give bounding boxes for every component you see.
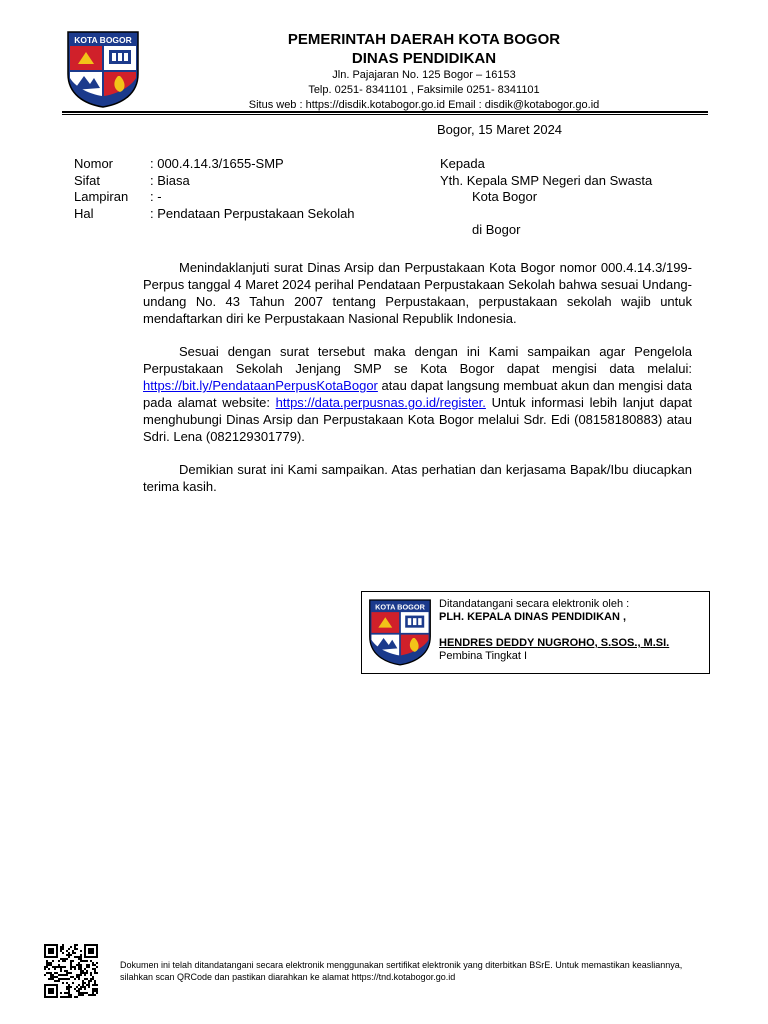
signer-name: HENDRES DEDDY NUGROHO, S.SOS., M.SI.	[439, 637, 670, 649]
meta-key: Sifat	[74, 172, 101, 188]
meta-value: : 000.4.14.3/1655-SMP	[150, 156, 284, 171]
meta-row-nature	[74, 173, 355, 190]
letter-meta	[74, 156, 355, 222]
header-rule	[62, 111, 708, 113]
recipient-to: Kepada	[440, 156, 485, 171]
body-text: Sesuai dengan surat tersebut maka dengan ini Kami sampaikan agar Pengelola Perpustakaan Sekolah Jenjang SMP se Kota Bogor dapat mengisi data melalui:	[143, 344, 692, 376]
meta-row-number	[74, 156, 355, 173]
letter-date: Bogor, 15 Maret 2024	[437, 122, 563, 137]
recipient-line-1: Yth. Kepala SMP Negeri dan Swasta	[440, 172, 653, 188]
kota-bogor-emblem-icon	[66, 30, 140, 108]
body-text: atau dapat langsung membuat akun dan mengisi data pada alamat website:	[143, 378, 692, 410]
signer-position: PLH. KEPALA DINAS PENDIDIKAN ,	[439, 611, 627, 623]
qr-code-icon	[44, 944, 98, 998]
website-email: Situs web : https://disdik.kotabogor.go.id Email : disdik@kotabogor.go.id	[248, 99, 600, 111]
footer-note: Dokumen ini telah ditandatangani secara elektronik menggunakan sertifikat elektronik yang diterbitkan BSrE. Untuk memastikan keasliannya, silahkan scan QRCode dan pastikan diarahkan ke alamat https://tnd.kotabogor.go.id	[120, 960, 683, 982]
emblem-text: KOTA BOGOR	[74, 35, 132, 45]
recipient-line-3: di Bogor	[472, 222, 521, 237]
body-paragraph-1: Menindaklanjuti surat Dinas Arsip dan Perpustakaan Kota Bogor nomor 000.4.14.3/199-Perpus tanggal 4 Maret 2024 perihal Pendataan Perpustakaan Sekolah bahwa sesuai Undang-undang No. 43 Tahun 2007 tentang Perpustakaan, perpustakaan sekolah wajib untuk mendaftarkan diri ke Perpustakaan Nasional Republik Indonesia.	[143, 260, 692, 326]
emblem-text: KOTA BOGOR	[375, 602, 425, 612]
meta-key: Nomor	[74, 156, 114, 171]
meta-key: Hal	[74, 205, 94, 221]
signature-text	[439, 598, 669, 663]
phone-fax: Telp. 0251- 8341101 , Faksimile 0251- 8341101	[308, 84, 540, 96]
header-rule-thin	[62, 114, 708, 115]
meta-value: : -	[150, 189, 162, 204]
body-paragraph-2	[143, 343, 692, 445]
letterhead	[150, 30, 698, 113]
meta-value: : Biasa	[150, 172, 190, 188]
kota-bogor-emblem-icon	[368, 596, 432, 668]
recipient-block	[440, 156, 652, 239]
perpusnas-register-link[interactable]: https://data.perpusnas.go.id/register.	[275, 395, 486, 410]
signer-rank: Pembina Tingkat I	[439, 650, 528, 662]
body-paragraph-3: Demikian surat ini Kami sampaikan. Atas perhatian dan kerjasama Bapak/Ibu diucapkan terima kasih.	[143, 462, 692, 494]
meta-key: Lampiran	[74, 189, 129, 204]
pendataan-form-link[interactable]: https://bit.ly/PendataanPerpusKotaBogor	[143, 378, 378, 393]
letter-body	[143, 259, 692, 511]
meta-value: : Pendataan Perpustakaan Sekolah	[150, 205, 355, 221]
meta-row-attachment	[74, 189, 355, 206]
address: Jln. Pajajaran No. 125 Bogor – 16153	[332, 69, 516, 81]
signed-by-label: Ditandatangani secara elektronik oleh :	[439, 598, 630, 610]
body-text: Untuk informasi lebih lanjut dapat menghubungi Dinas Arsip dan Perpustakaan Kota Bogor melalui Sdr. Edi (08158180883) atau Sdri. Lena (082129301779).	[143, 395, 692, 444]
government-name: PEMERINTAH DAERAH KOTA BOGOR	[287, 31, 561, 48]
department-name: DINAS PENDIDIKAN	[351, 50, 497, 67]
meta-row-subject	[74, 206, 355, 223]
recipient-line-2: Kota Bogor	[472, 189, 538, 204]
electronic-signature-box	[361, 591, 710, 674]
